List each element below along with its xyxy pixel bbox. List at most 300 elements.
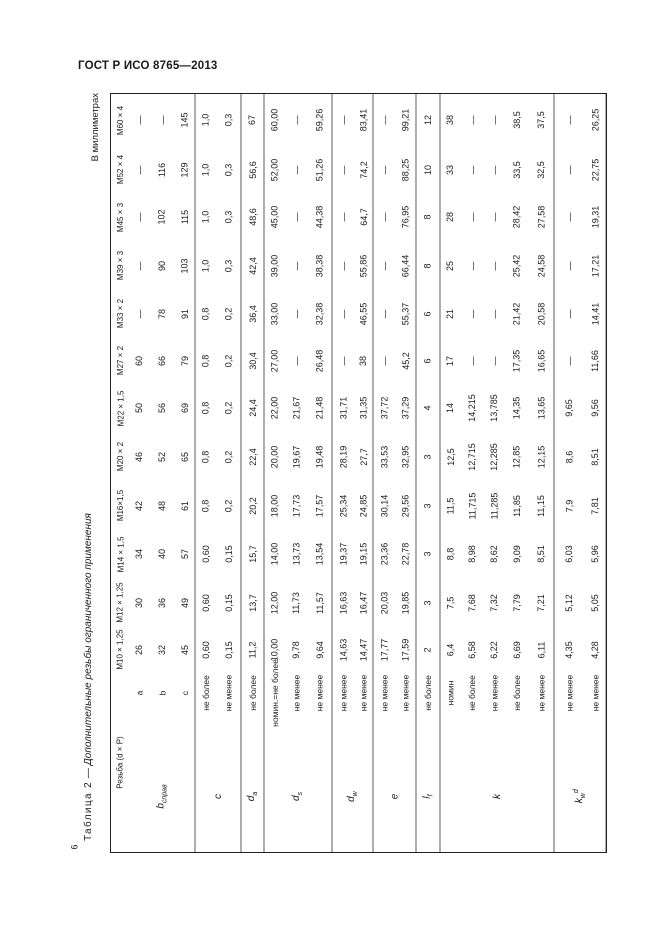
table-cell-text: 12,15 [536, 445, 546, 468]
table-cell [505, 530, 528, 578]
row-label [416, 672, 440, 714]
table-cell [461, 481, 483, 530]
table-cell-text: 19,31 [590, 205, 600, 229]
table-cell [264, 94, 285, 146]
table-cell-text: 15,7 [247, 545, 258, 563]
table-cell-text: 4,35 [564, 640, 574, 659]
table-cell-text: 13,7 [247, 593, 258, 612]
table-cell [241, 337, 264, 384]
table-cell [264, 337, 285, 384]
table-cell-text: 7,81 [590, 496, 600, 515]
table-cell [373, 146, 395, 193]
table-cell-text: — [338, 165, 348, 174]
table-cell-text: 32,38 [314, 302, 325, 325]
symbol-sub: справ [161, 783, 169, 803]
table-cell [264, 578, 285, 627]
table-cell-text: 6,22 [489, 640, 499, 659]
table-cell [528, 530, 554, 578]
table-cell-text: 44,38 [314, 205, 325, 229]
table-cell [149, 481, 175, 530]
table-cell [307, 481, 332, 530]
table-cell-text: 24,85 [358, 494, 369, 517]
table-cell-text: 3 [422, 599, 433, 606]
table-cell-text: 21 [445, 308, 456, 319]
corner-label-text: Резьба (d × P) [116, 735, 125, 789]
table-cell [395, 337, 416, 384]
table-cell [195, 481, 216, 530]
table-cell [285, 627, 307, 672]
table-cell-text: 20,03 [379, 591, 389, 614]
table-cell [373, 290, 395, 337]
table-cell-text: 79 [179, 355, 190, 366]
table-cell-text: 31,71 [338, 396, 348, 420]
table-cell [354, 241, 373, 290]
table-cell [175, 146, 195, 193]
table-cell [216, 627, 241, 672]
table-cell-text: 33,00 [269, 302, 280, 325]
table-cell-text: 14,63 [338, 638, 348, 661]
table-cell-text: 18,00 [269, 494, 280, 517]
table-cell [175, 481, 195, 530]
column-header-text: M60 × 4 [116, 105, 126, 135]
table-cell [354, 481, 373, 530]
table-cell-text: — [134, 261, 145, 270]
table-cell [354, 530, 373, 578]
table-cell [195, 578, 216, 627]
table-cell [373, 432, 395, 481]
table-cell [354, 290, 373, 337]
parameter-symbol [554, 740, 606, 852]
table-cell [584, 94, 606, 146]
table-caption-label: Таблица 2 [83, 780, 94, 841]
table-cell-text: 8 [422, 262, 433, 269]
parameter-symbol-text [422, 794, 435, 798]
table-cell-text: 7,5 [445, 596, 456, 609]
table-cell-text: 33,53 [379, 445, 389, 468]
row-label [149, 672, 175, 714]
table-cell-text: 0,2 [223, 401, 234, 415]
table-cell [216, 193, 241, 241]
table-cell [461, 94, 483, 146]
table-cell [241, 146, 264, 193]
row-label [175, 672, 195, 714]
thread-table [110, 93, 607, 853]
column-header [111, 290, 130, 337]
table-cell [461, 627, 483, 672]
table-cell [440, 94, 461, 146]
table-cell-text: 115 [179, 209, 190, 225]
column-header-text: M27 × 2 [116, 345, 126, 376]
table-cell [216, 530, 241, 578]
table-cell-text: 8,8 [445, 547, 456, 561]
table-cell-text: — [338, 356, 348, 365]
table-cell-text: 11,5 [445, 497, 456, 514]
table-cell [195, 337, 216, 384]
table-cell [285, 530, 307, 578]
table-cell-text: 25,34 [338, 494, 348, 517]
table-cell [130, 337, 149, 384]
table-cell-text: 48 [156, 500, 167, 511]
table-cell-text: 21,48 [314, 396, 325, 420]
table-cell-text: 0,2 [223, 499, 234, 512]
table-cell [528, 290, 554, 337]
table-cell-text: 17 [445, 355, 456, 366]
row-label [241, 672, 264, 714]
table-cell [175, 578, 195, 627]
table-cell [395, 290, 416, 337]
symbol-main: b [155, 802, 167, 809]
table-cell [461, 193, 483, 241]
document-header: ГОСТ Р ИСО 8765—2013 [78, 60, 218, 72]
row-label [483, 672, 505, 714]
table-cell [554, 290, 584, 337]
row-label-text: не менее [590, 674, 601, 712]
table-cell [528, 337, 554, 384]
table-cell [440, 578, 461, 627]
table-cell-text: 20,58 [536, 302, 546, 325]
table-cell-text: 7,68 [467, 593, 477, 612]
table-cell [130, 290, 149, 337]
table-cell-text: 51,26 [314, 158, 325, 181]
table-cell-text: 31,35 [358, 396, 369, 420]
parameter-symbol-text [492, 794, 503, 799]
table-cell [483, 530, 505, 578]
parameter-symbol [130, 740, 195, 852]
table-cell-text: 6,03 [564, 545, 574, 563]
table-cell-text: 28,19 [338, 445, 348, 468]
table-cell [332, 530, 354, 578]
table-cell [307, 530, 332, 578]
table-cell [195, 530, 216, 578]
table-cell-text: 27,00 [269, 349, 280, 372]
row-label-text: не более [247, 675, 258, 711]
column-header [111, 94, 130, 146]
symbol-sub: w [352, 790, 359, 796]
table-cell [554, 384, 584, 432]
row-label-text: a [134, 690, 145, 696]
table-cell-text: 11,715 [467, 492, 478, 519]
table-cell-text: — [489, 115, 499, 125]
table-cell [528, 94, 554, 146]
table-cell [175, 193, 195, 241]
table-cell [241, 578, 264, 627]
table-cell-text: — [489, 309, 499, 318]
table-cell [149, 578, 175, 627]
table-cell [149, 193, 175, 241]
table-cell-text: 3 [422, 453, 433, 460]
table-cell [440, 337, 461, 384]
symbol-main: d [346, 795, 357, 802]
row-label-text: не более [511, 675, 522, 711]
table-cell-text: 6 [422, 310, 433, 317]
table-cell [416, 627, 440, 672]
table-cell [416, 94, 440, 146]
table-cell [130, 578, 149, 627]
table-cell-text: 103 [180, 257, 190, 274]
table-cell-text: 17,57 [314, 494, 325, 517]
table-cell-text: 34 [134, 548, 145, 560]
row-label [440, 672, 461, 714]
table-cell-text: 11,15 [535, 494, 546, 517]
table-cell-text: — [379, 212, 389, 222]
row-label [373, 672, 395, 714]
table-cell [440, 146, 461, 193]
table-cell [175, 627, 195, 672]
table-cell-text: 30 [134, 597, 145, 608]
table-cell-text: — [134, 212, 145, 222]
table-cell [241, 241, 264, 290]
table-cell [528, 384, 554, 432]
table-cell-text: 52,00 [269, 158, 280, 181]
row-label-text: не менее [536, 674, 547, 712]
table-cell-text: 28 [445, 211, 456, 223]
table-cell-text: 1,0 [200, 259, 211, 272]
table-cell [416, 290, 440, 337]
row-label-text: не более [423, 675, 434, 711]
table-cell [130, 432, 149, 481]
table-cell-text: 60 [134, 355, 145, 366]
table-cell [354, 146, 373, 193]
table-cell-text: 5,96 [590, 545, 600, 563]
table-cell [216, 337, 241, 384]
table-cell [332, 290, 354, 337]
table-cell-text: 37,29 [400, 396, 411, 420]
table-cell [264, 530, 285, 578]
table-cell-text: 22,4 [247, 447, 258, 466]
parameter-symbol-text [213, 794, 224, 799]
table-cell [307, 193, 332, 241]
table-cell [554, 432, 584, 481]
table-cell [483, 146, 505, 193]
table-cell-text: 12 [422, 114, 433, 126]
table-cell [285, 384, 307, 432]
symbol-main: k [491, 793, 503, 799]
table-cell-text: 5,12 [564, 593, 574, 612]
table-cell-text: 145 [180, 112, 190, 128]
table-cell [195, 146, 216, 193]
table-cell-text: 60,00 [269, 108, 280, 132]
table-cell [195, 193, 216, 241]
table-cell [175, 337, 195, 384]
table-cell [505, 432, 528, 481]
table-cell-text: 11,66 [589, 349, 600, 372]
table-cell-text: — [564, 115, 574, 125]
table-cell [554, 337, 584, 384]
table-cell-text: 83,41 [358, 108, 369, 132]
table-cell [175, 432, 195, 481]
symbol-sup: d [572, 789, 580, 793]
table-cell [528, 193, 554, 241]
table-cell-text: 16,47 [358, 591, 369, 614]
table-cell [354, 193, 373, 241]
table-cell [505, 290, 528, 337]
table-cell [483, 481, 505, 530]
corner-label [111, 672, 130, 852]
column-header-text: M22 × 1,5 [116, 390, 125, 426]
table-cell-text: 0,8 [200, 450, 211, 463]
table-cell-text: 36,4 [247, 304, 258, 323]
table-cell-text: — [467, 309, 477, 318]
row-label-text: не более [200, 675, 211, 711]
table-cell [216, 432, 241, 481]
row-label-text: не менее [291, 674, 302, 712]
table-cell-text: 55,86 [358, 254, 369, 277]
table-cell [332, 241, 354, 290]
table-cell-text: 0,15 [223, 545, 234, 563]
row-label [332, 672, 354, 714]
table-cell [584, 432, 606, 481]
table-cell [332, 146, 354, 193]
table-cell-text: — [157, 115, 167, 125]
table-cell [149, 627, 175, 672]
table-cell-text: 8 [422, 214, 433, 220]
table-cell [216, 146, 241, 193]
table-cell-text: — [379, 165, 389, 174]
table-cell-text: 6,58 [467, 640, 477, 659]
row-label-text: не менее [564, 674, 575, 712]
table-cell [332, 384, 354, 432]
table-cell-text: 0,2 [223, 354, 234, 367]
row-label [264, 659, 285, 727]
row-label [395, 672, 416, 714]
table-cell-text: 11,57 [314, 591, 325, 614]
table-cell-text: 7,21 [536, 593, 546, 612]
table-cell [554, 193, 584, 241]
column-header [111, 337, 130, 384]
table-cell [264, 432, 285, 481]
table-cell [195, 241, 216, 290]
row-label-text: не менее [489, 674, 500, 712]
table-cell [395, 432, 416, 481]
table-cell-text: 12,285 [489, 442, 499, 471]
table-cell-text: 52 [156, 451, 167, 462]
table-cell [264, 290, 285, 337]
table-cell-text: — [564, 309, 574, 318]
table-cell-text: 6,69 [511, 640, 522, 659]
table-cell [175, 241, 195, 290]
row-label [307, 672, 332, 714]
table-cell-text: 25,42 [511, 254, 522, 277]
table-cell-text: 22,00 [269, 396, 280, 420]
parameter-symbol [416, 740, 440, 852]
table-cell [416, 193, 440, 241]
table-cell-text: 14,35 [511, 396, 522, 420]
column-header [111, 627, 130, 672]
table-cell-text: — [467, 165, 477, 174]
parameter-symbol-text [156, 784, 169, 808]
table-cell-text: 17,73 [291, 494, 301, 517]
table-cell [584, 193, 606, 241]
table-cell-text: 74,2 [358, 160, 369, 179]
table-cell [285, 241, 307, 290]
parameter-symbol [440, 740, 554, 852]
symbol-sub: w [580, 792, 588, 798]
table-cell [584, 481, 606, 530]
table-cell-text: 46 [134, 451, 145, 462]
table-cell [461, 384, 483, 432]
table-cell-text: 37,72 [379, 396, 389, 420]
row-label [354, 672, 373, 714]
table-cell-text: 59,26 [314, 108, 325, 132]
table-cell-text: 24,4 [247, 399, 258, 417]
table-cell-text: — [338, 261, 348, 270]
table-cell-text: 17,59 [400, 638, 411, 661]
table-cell-text: 19,85 [400, 591, 411, 614]
table-cell [195, 94, 216, 146]
table-cell [416, 578, 440, 627]
table-cell-text: 7,9 [563, 499, 574, 512]
table-cell-text: 2 [422, 646, 433, 653]
column-header-text: M39 × 3 [116, 250, 126, 281]
table-cell [241, 481, 264, 530]
table-cell [285, 193, 307, 241]
table-cell-text: — [379, 115, 389, 125]
row-label-text: не менее [314, 674, 325, 712]
table-cell-text: — [467, 212, 477, 222]
table-cell [416, 481, 440, 530]
table-cell [505, 627, 528, 672]
table-cell [241, 432, 264, 481]
table-cell [395, 481, 416, 530]
table-cell [175, 530, 195, 578]
table-cell [505, 481, 528, 530]
table-cell-text: — [379, 261, 389, 270]
table-cell-text: 11,285 [489, 492, 500, 519]
table-cell-text: 38 [445, 114, 456, 126]
column-header [111, 578, 130, 627]
table-cell [175, 94, 195, 146]
table-cell [285, 337, 307, 384]
row-label-text: b [156, 690, 167, 696]
parameter-symbol [332, 740, 373, 852]
table-cell-text: 0,8 [200, 354, 211, 367]
table-cell [505, 94, 528, 146]
table-cell [373, 241, 395, 290]
table-cell [307, 627, 332, 672]
column-header [111, 193, 130, 241]
table-cell-text: 8,51 [590, 447, 600, 466]
table-cell-text: 13,73 [291, 542, 301, 566]
table-cell-text: 102 [157, 209, 167, 225]
table-cell-text: 40 [156, 548, 167, 560]
table-cell-text: 11,2 [247, 641, 258, 658]
table-cell-text: 0,15 [223, 640, 234, 659]
table-cell [195, 432, 216, 481]
column-header-text: M52 × 4 [116, 154, 126, 185]
table-cell-text: 0,60 [200, 640, 211, 659]
table-cell-text: — [379, 356, 389, 365]
table-cell-text: 0,2 [223, 450, 234, 463]
table-cell [440, 530, 461, 578]
table-cell-text: 16,63 [338, 591, 348, 614]
table-cell-text: 13,54 [314, 542, 325, 566]
table-cell-text: 91 [179, 308, 190, 319]
column-header [111, 432, 130, 481]
table-cell [149, 337, 175, 384]
table-cell-text: 11,73 [290, 591, 301, 614]
row-label-text: номин.=не более [269, 659, 280, 727]
table-cell [241, 94, 264, 146]
table-cell-text: 9,64 [314, 640, 325, 659]
table-cell-text: 10 [422, 164, 433, 175]
table-cell-text: 19,15 [358, 542, 369, 566]
column-header-text: M12 × 1,25 [116, 582, 125, 623]
table-cell [130, 146, 149, 193]
table-cell [149, 146, 175, 193]
column-header [111, 481, 130, 530]
table-cell [332, 578, 354, 627]
table-cell-text: 17,35 [511, 349, 522, 372]
